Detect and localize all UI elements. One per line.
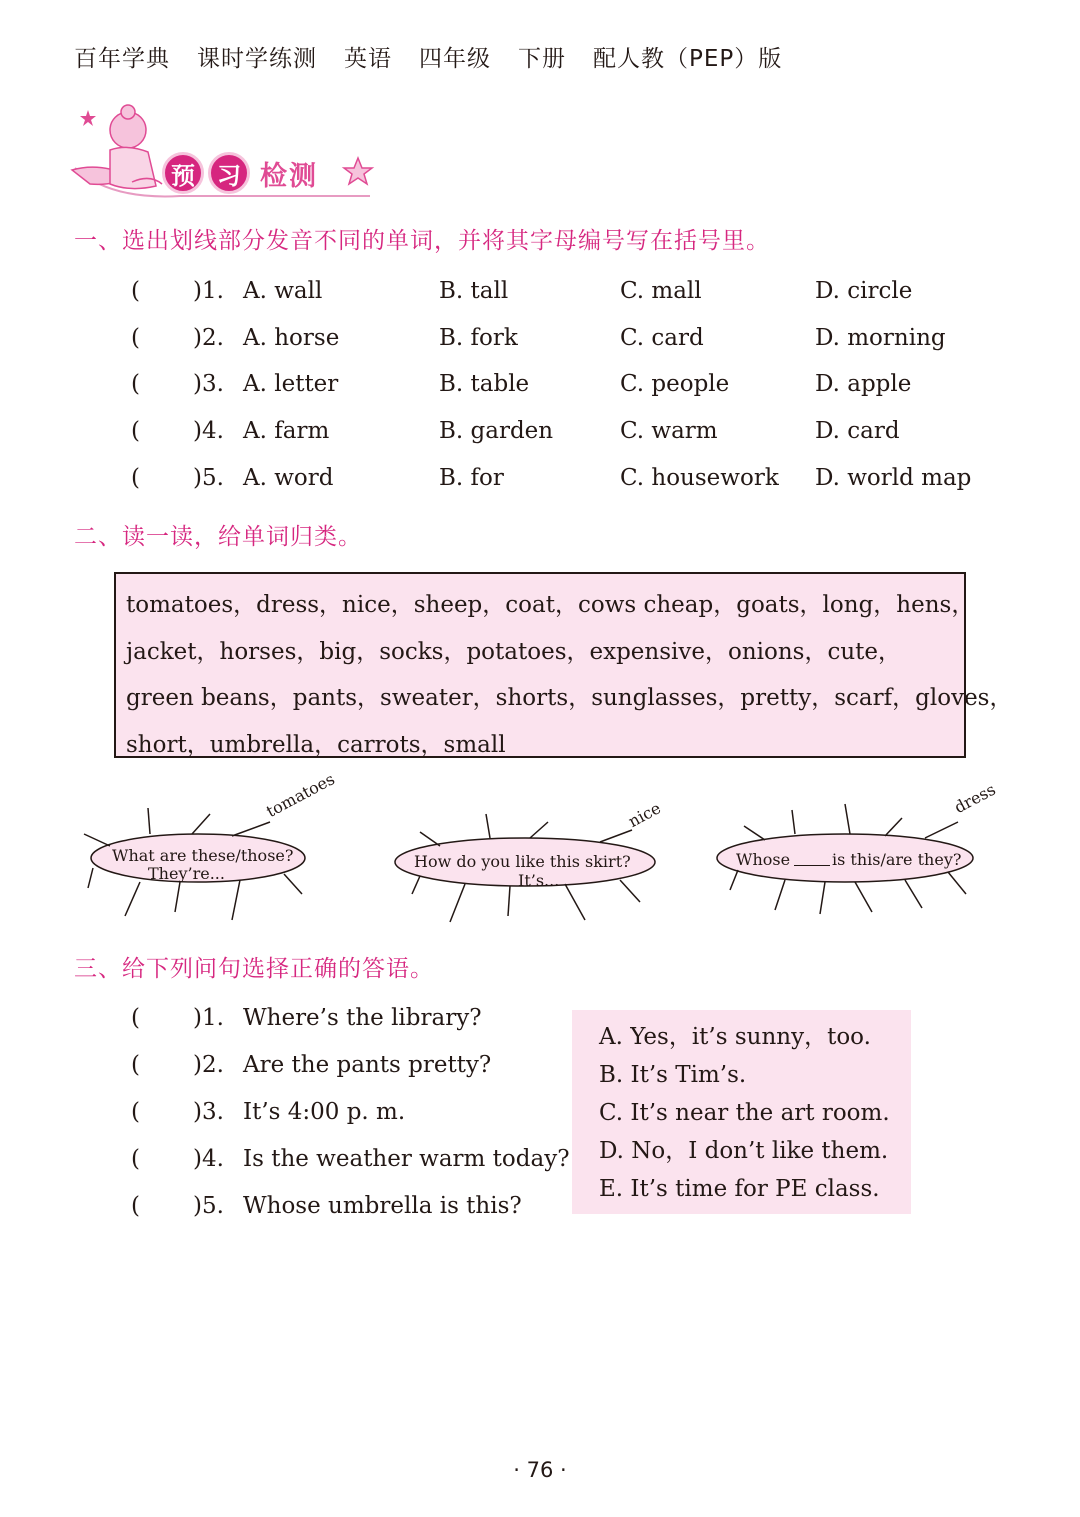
answer-option: E. It’s time for PE class.: [599, 1176, 880, 1202]
answer-bracket[interactable]: (: [131, 1146, 140, 1172]
option: B. table: [439, 371, 530, 397]
question-number: )1.: [193, 1005, 224, 1031]
option: D. apple: [815, 371, 912, 397]
option: B. for: [439, 465, 504, 491]
option: C. warm: [620, 418, 718, 444]
header-item: 下册: [518, 46, 566, 72]
diagram-example: nice: [625, 798, 664, 831]
badge-char: 预: [162, 152, 204, 194]
question-row: [0, 465, 1080, 501]
option: B. tall: [439, 278, 509, 304]
question-row: [0, 1005, 1080, 1041]
question-row: [0, 1099, 1080, 1135]
question-row: [0, 1052, 1080, 1088]
option: C. housework: [620, 465, 779, 491]
option: A. farm: [243, 418, 330, 444]
answer-bracket[interactable]: (: [131, 1005, 140, 1031]
question-number: )4.: [193, 1146, 224, 1172]
option: C. mall: [620, 278, 702, 304]
question-number: )3.: [193, 371, 224, 397]
question-number: )4.: [193, 418, 224, 444]
option: C. card: [620, 325, 704, 351]
answer-bracket[interactable]: (: [131, 465, 140, 491]
word-web-diagrams: [0, 770, 1080, 930]
header-item: 英语: [344, 46, 392, 72]
answer-bracket[interactable]: (: [131, 1099, 140, 1125]
question-number: )2.: [193, 1052, 224, 1078]
header-item: 四年级: [419, 46, 491, 72]
question-row: [0, 278, 1080, 314]
section2-title: 二、读一读，给单词归类。: [74, 524, 362, 550]
answer-options-box: [572, 1010, 911, 1214]
diagram-question-part: Whose: [736, 850, 791, 869]
option: B. fork: [439, 325, 518, 351]
word-bank-line: short，umbrella，carrots，small: [126, 731, 506, 758]
option: A. wall: [243, 278, 323, 304]
option: D. card: [815, 418, 900, 444]
badge-char: 习: [208, 152, 250, 194]
diagram-example: dress: [951, 779, 999, 817]
header-item: 课时学练测: [197, 46, 317, 72]
book-header: [74, 40, 782, 76]
answer-bracket[interactable]: (: [131, 1052, 140, 1078]
option: B. garden: [439, 418, 554, 444]
question-number: )2.: [193, 325, 224, 351]
question-number: )5.: [193, 465, 224, 491]
section-badge: [70, 100, 390, 210]
header-item: 配人教（PEP）版: [593, 46, 783, 72]
answer-option: A. Yes，it’s sunny，too.: [599, 1024, 871, 1050]
question-row: [0, 371, 1080, 407]
diagram-question-part: is this/are they?: [832, 850, 962, 869]
question-text: It’s 4:00 p. m.: [243, 1099, 406, 1125]
answer-bracket[interactable]: (: [131, 418, 140, 444]
answer-bracket[interactable]: (: [131, 278, 140, 304]
word-bank-line: green beans，pants，sweater，shorts，sunglasses，pretty，scarf，gloves，: [126, 685, 1013, 711]
option: A. word: [243, 465, 334, 491]
header-item: 百年学典: [74, 46, 170, 72]
option: D. world map: [815, 465, 972, 491]
option: C. people: [620, 371, 730, 397]
option: D. morning: [815, 325, 946, 351]
question-row: [0, 418, 1080, 454]
answer-bracket[interactable]: (: [131, 371, 140, 397]
question-text: Where’s the library?: [243, 1005, 482, 1031]
diagram-question: What are these/those?: [112, 846, 294, 865]
question-number: )3.: [193, 1099, 224, 1125]
question-row: [0, 325, 1080, 361]
answer-bracket[interactable]: (: [131, 1193, 140, 1219]
question-number: )5.: [193, 1193, 224, 1219]
question-row: [0, 1146, 1080, 1182]
option: A. horse: [243, 325, 340, 351]
question-text: Are the pants pretty?: [243, 1052, 492, 1078]
section3-title: 三、给下列问句选择正确的答语。: [74, 956, 434, 982]
diagram-question: How do you like this skirt?: [414, 852, 631, 871]
word-bank-line: tomatoes，dress，nice，sheep，coat，cows cheap，goats，long，hens，: [126, 592, 975, 618]
answer-option: D. No，I don’t like them.: [599, 1138, 889, 1164]
blank-line: [794, 865, 830, 866]
diagram-answer-stem: They’re...: [148, 864, 225, 883]
option: D. circle: [815, 278, 913, 304]
diagram-example: tomatoes: [263, 769, 338, 821]
section1-title: 一、选出划线部分发音不同的单词，并将其字母编号写在括号里。: [74, 228, 770, 254]
option: A. letter: [243, 371, 339, 397]
word-bank-line: jacket，horses，big，socks，potatoes，expensive，onions，cute，: [126, 638, 902, 665]
word-bank: [114, 572, 1013, 758]
diagram-answer-stem: It’s...: [518, 871, 560, 890]
question-text: Is the weather warm today?: [243, 1146, 570, 1172]
question-number: )1.: [193, 278, 224, 304]
question-text: Whose umbrella is this?: [243, 1193, 522, 1219]
answer-option: B. It’s Tim’s.: [599, 1062, 747, 1088]
answer-bracket[interactable]: (: [131, 325, 140, 351]
badge-text: 检测: [260, 160, 318, 192]
answer-option: C. It’s near the art room.: [599, 1100, 890, 1126]
question-row: [0, 1193, 1080, 1229]
page-number: · 76 ·: [513, 1458, 567, 1482]
